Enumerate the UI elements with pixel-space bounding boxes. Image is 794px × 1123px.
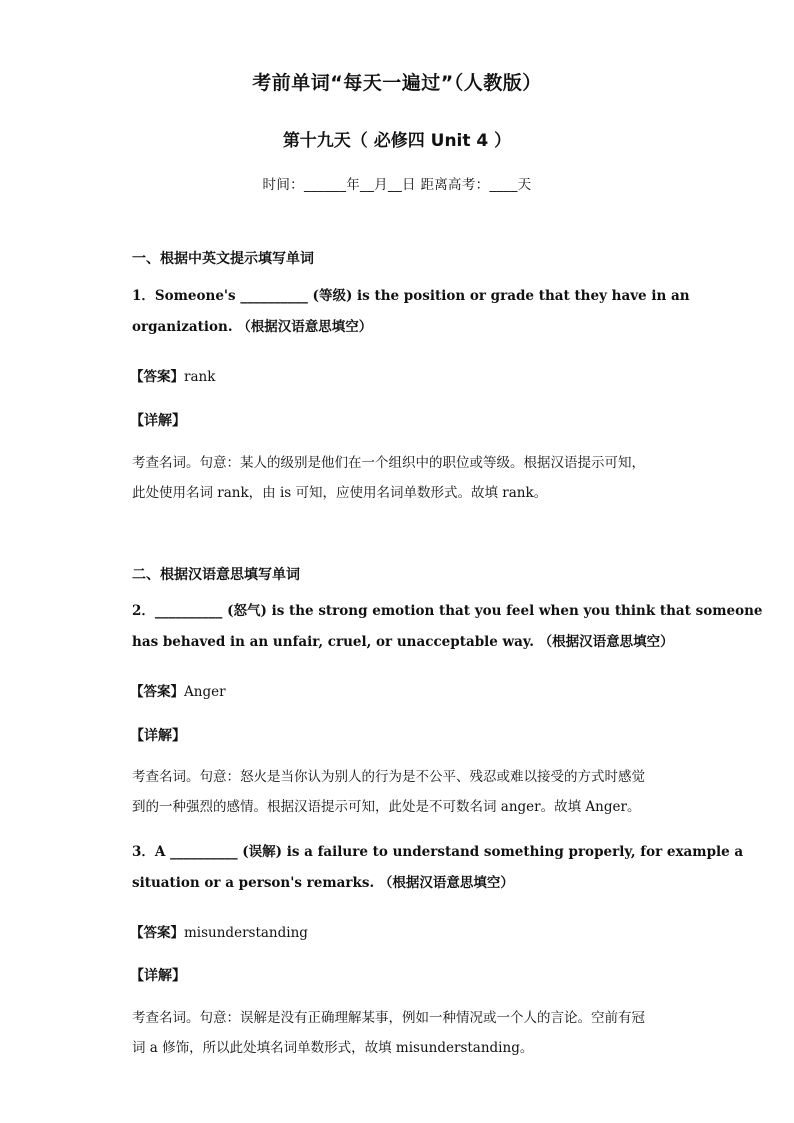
- answer-tag: 【答案】: [130, 684, 184, 700]
- question-line: has behaved in an unfair, cruel, or unacceptable way. （根据汉语意思填空）: [132, 634, 674, 650]
- question-3: [132, 837, 744, 899]
- section-heading-1: 一、根据中英文提示填写单词: [132, 251, 314, 267]
- document-subtitle: 第十九天（ 必修四 Unit 4 ）: [282, 131, 512, 151]
- answer-text: Anger: [184, 684, 226, 700]
- explanation-line: 到的一种强烈的感情。根据汉语提示可知，此处是不可数名词 anger。故填 Anger。: [132, 799, 641, 815]
- explanation-line: 考查名词。句意：某人的级别是他们在一个组织中的职位或等级。根据汉语提示可知，: [132, 455, 645, 471]
- answer-text: rank: [184, 369, 216, 385]
- question-line: 2．__________ (怒气) is the strong emotion that you feel when you think that someone: [132, 603, 763, 619]
- question-1: [132, 281, 690, 343]
- explanation-2: [132, 762, 672, 822]
- question-line: organization. （根据汉语意思填空）: [132, 319, 373, 335]
- explanation-1: [132, 448, 672, 508]
- explanation-line: 考查名词。句意：怒火是当你认为别人的行为是不公平、残忍或难以接受的方式时感觉: [132, 769, 645, 785]
- question-line: 1．Someone's __________ (等级) is the position or grade that they have in an: [132, 288, 690, 304]
- date-line: 时间：______年__月__日 距离高考：____天: [262, 177, 532, 193]
- document-title: 考前单词“每天一遍过”（人教版）: [252, 72, 542, 94]
- answer-1: [130, 365, 215, 385]
- answer-text: misunderstanding: [184, 925, 308, 941]
- explanation-line: 此处使用名词 rank，由 is 可知，应使用名词单数形式。故填 rank。: [132, 485, 548, 501]
- explanation-line: 考查名词。句意：误解是没有正确理解某事，例如一种情况或一个人的言论。空前有冠: [132, 1010, 645, 1026]
- answer-3: [130, 921, 308, 941]
- section-heading-2: 二、根据汉语意思填写单词: [132, 567, 300, 583]
- answer-2: [130, 680, 226, 700]
- detail-tag-3: 【详解】: [130, 968, 186, 984]
- answer-tag: 【答案】: [130, 369, 184, 385]
- question-2: [132, 596, 763, 658]
- question-line: situation or a person's remarks. （根据汉语意思填空）: [132, 875, 514, 891]
- question-line: 3．A __________ (误解) is a failure to understand something properly, for example a: [132, 844, 744, 860]
- explanation-line: 词 a 修饰，所以此处填名词单数形式，故填 misunderstanding。: [132, 1040, 534, 1056]
- detail-tag-2: 【详解】: [130, 728, 186, 744]
- detail-tag-1: 【详解】: [130, 413, 186, 429]
- answer-tag: 【答案】: [130, 925, 184, 941]
- explanation-3: [132, 1003, 672, 1063]
